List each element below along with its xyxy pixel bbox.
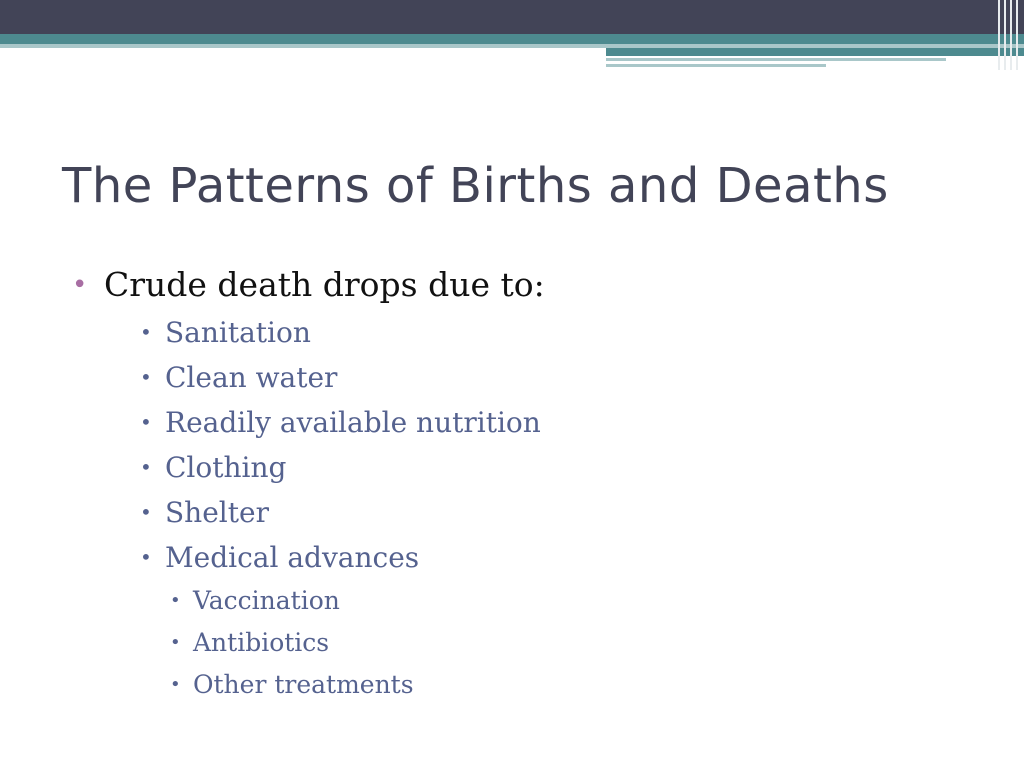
bullet-marker: • <box>140 365 152 389</box>
list-item-text: Medical advances <box>165 541 420 574</box>
sub-list-item <box>72 400 972 445</box>
header-band-teal <box>0 34 1024 44</box>
sub-sub-list-item <box>72 580 972 622</box>
sub-list-item <box>72 355 972 400</box>
bullet-marker: • <box>140 320 152 344</box>
header-band-dark <box>0 0 1024 34</box>
list-item-text: Sanitation <box>165 316 311 349</box>
header-accent-block <box>606 48 1024 56</box>
list-item-text: Crude death drops due to: <box>104 265 545 304</box>
bullet-marker: • <box>140 545 152 569</box>
bullet-marker: • <box>72 270 88 300</box>
sub-sub-list-item <box>72 622 972 664</box>
bullet-marker: • <box>170 674 181 695</box>
bullet-marker: • <box>140 500 152 524</box>
sub-list-item <box>72 535 972 580</box>
list-item-text: Clothing <box>165 451 287 484</box>
bullet-list <box>72 262 972 706</box>
sub-sub-list-item <box>72 664 972 706</box>
list-item-text: Antibiotics <box>193 628 330 657</box>
bullet-marker: • <box>140 410 152 434</box>
list-item-text: Clean water <box>165 361 338 394</box>
bullet-marker: • <box>170 632 181 653</box>
sub-list-item <box>72 490 972 535</box>
header-edge-stripes <box>994 0 1024 70</box>
list-item <box>72 262 972 308</box>
sub-list-item <box>72 310 972 355</box>
bullet-marker: • <box>140 455 152 479</box>
list-item-text: Readily available nutrition <box>165 406 541 439</box>
list-item-text: Vaccination <box>193 586 340 615</box>
slide-title: The Patterns of Births and Deaths <box>62 158 889 214</box>
header-accent-line <box>606 64 826 67</box>
header-accent-line <box>606 58 946 61</box>
sub-list-item <box>72 445 972 490</box>
bullet-marker: • <box>170 590 181 611</box>
list-item-text: Shelter <box>165 496 269 529</box>
list-item-text: Other treatments <box>193 670 414 699</box>
